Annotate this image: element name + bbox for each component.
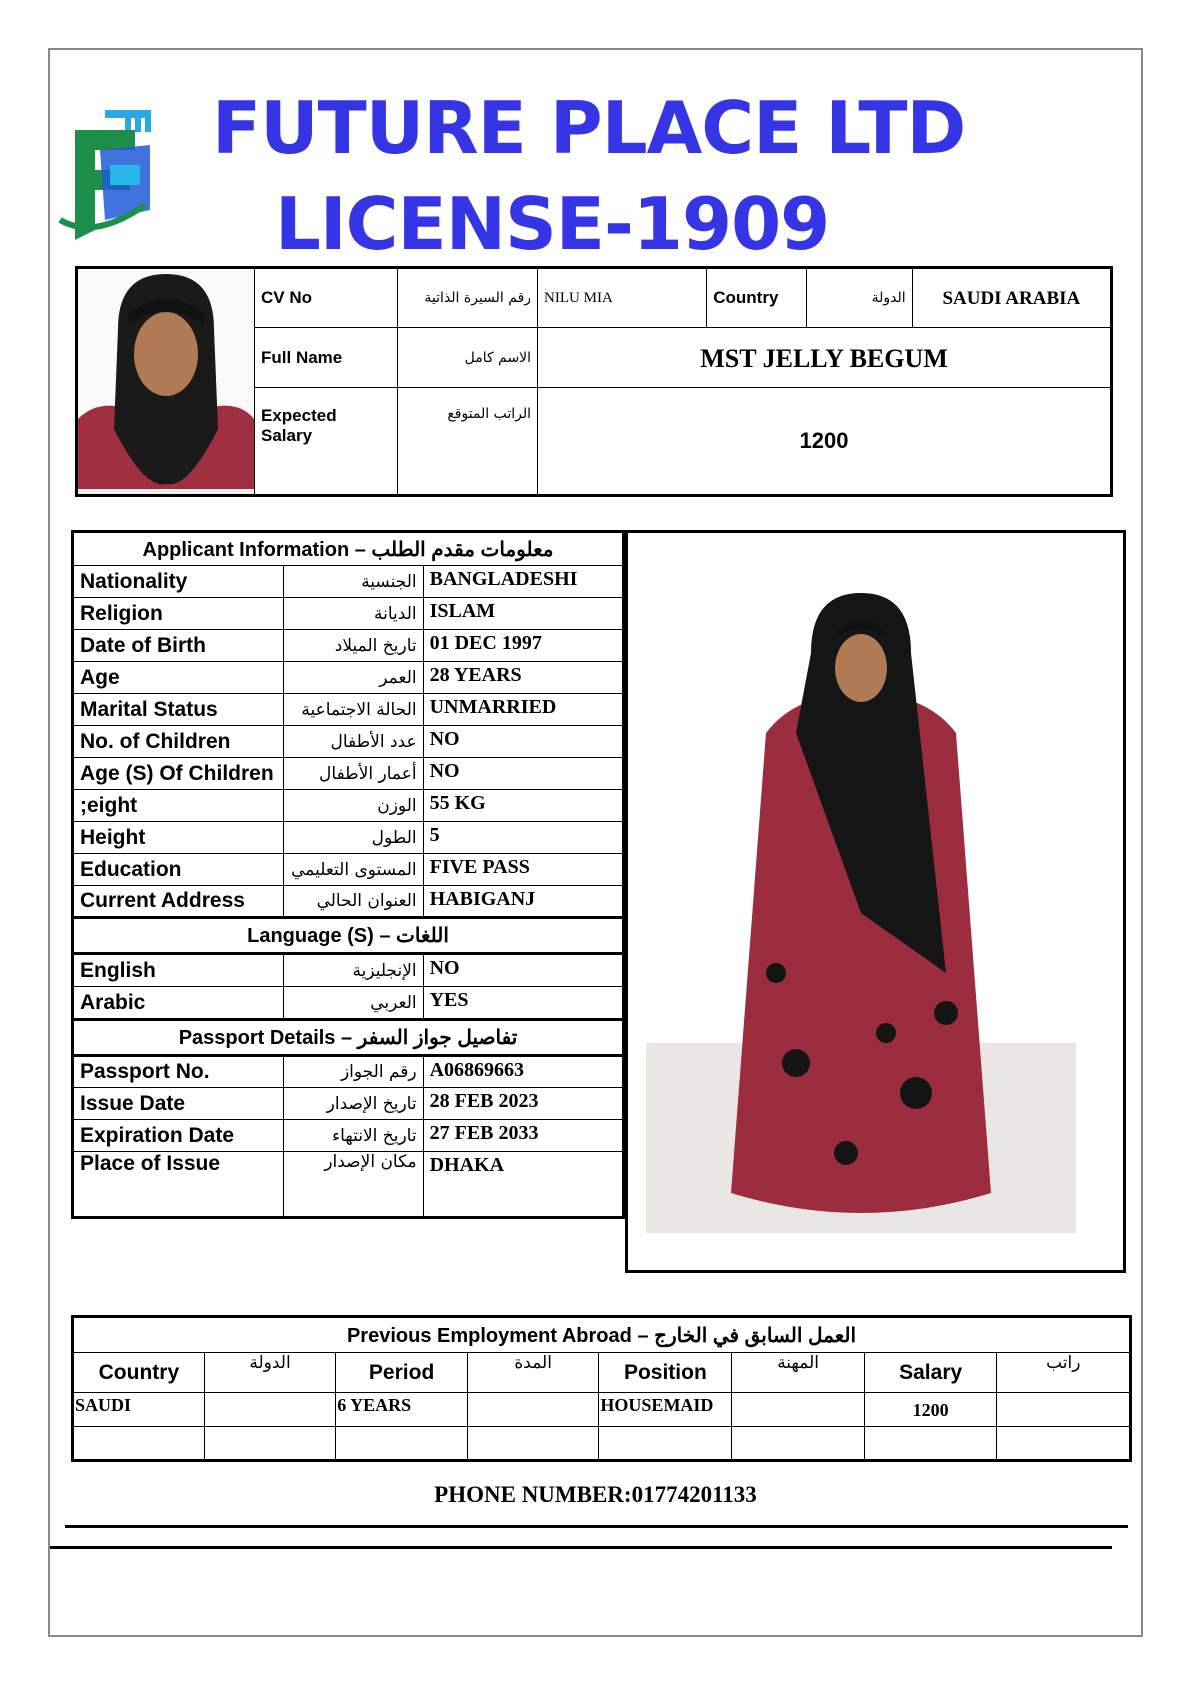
applicant-label-ar: العمر xyxy=(283,662,423,694)
applicant-label-ar: الطول xyxy=(283,822,423,854)
applicant-label-ar: تاريخ الميلاد xyxy=(283,630,423,662)
full-name-label: Full Name xyxy=(255,328,398,388)
table-row xyxy=(73,1152,624,1218)
passport-value: A06869663 xyxy=(423,1056,623,1088)
col-position-ar: المهنة xyxy=(732,1353,865,1393)
table-row xyxy=(73,954,624,987)
col-salary-ar: راتب xyxy=(997,1353,1131,1393)
applicant-value: NO xyxy=(423,726,623,758)
applicant-label: Age xyxy=(73,662,284,694)
applicant-value: 5 xyxy=(423,822,623,854)
table-row xyxy=(73,886,624,918)
applicant-heading: Applicant Information – معلومات مقدم الطلب xyxy=(73,532,624,566)
passport-value: 28 FEB 2023 xyxy=(423,1088,623,1120)
full-name-label-ar: الاسم كامل xyxy=(397,328,537,388)
applicant-label-ar: المستوى التعليمي xyxy=(283,854,423,886)
applicant-value: BANGLADESHI xyxy=(423,566,623,598)
applicant-table xyxy=(71,530,625,1219)
applicant-label-ar: العنوان الحالي xyxy=(283,886,423,918)
full-body-photo xyxy=(646,593,1076,1253)
applicant-value: NO xyxy=(423,758,623,790)
col-period: Period xyxy=(336,1353,468,1393)
language-value: YES xyxy=(423,987,623,1020)
full-body-photo-panel xyxy=(625,530,1126,1273)
applicant-label: Marital Status xyxy=(73,694,284,726)
employment-position: HOUSEMAID xyxy=(599,1393,732,1427)
applicant-value: UNMARRIED xyxy=(423,694,623,726)
applicant-value: 55 KG xyxy=(423,790,623,822)
applicant-label: Date of Birth xyxy=(73,630,284,662)
applicant-label-ar: أعمار الأطفال xyxy=(283,758,423,790)
full-name-value: MST JELLY BEGUM xyxy=(538,328,1112,388)
applicant-label-ar: الوزن xyxy=(283,790,423,822)
language-label: Arabic xyxy=(73,987,284,1020)
language-value: NO xyxy=(423,954,623,987)
language-label-ar: الإنجليزية xyxy=(283,954,423,987)
applicant-value: 28 YEARS xyxy=(423,662,623,694)
company-name: FUTURE PLACE LTD xyxy=(212,86,966,170)
passport-label: Place of Issue xyxy=(73,1152,284,1218)
passport-label-ar: مكان الإصدار xyxy=(283,1152,423,1218)
applicant-label-ar: الجنسية xyxy=(283,566,423,598)
language-label-ar: العربي xyxy=(283,987,423,1020)
applicant-value: ISLAM xyxy=(423,598,623,630)
table-row xyxy=(73,987,624,1020)
table-row xyxy=(73,598,624,630)
passport-label: Issue Date xyxy=(73,1088,284,1120)
divider-1 xyxy=(65,1525,1128,1528)
country-label-ar: الدولة xyxy=(807,268,913,328)
applicant-label: ;eight xyxy=(73,790,284,822)
table-row xyxy=(73,630,624,662)
passport-label-ar: تاريخ الانتهاء xyxy=(283,1120,423,1152)
passport-value: 27 FEB 2033 xyxy=(423,1120,623,1152)
table-row xyxy=(73,1088,624,1120)
employment-salary: 1200 xyxy=(864,1393,997,1427)
applicant-label: No. of Children xyxy=(73,726,284,758)
employment-country: SAUDI xyxy=(73,1393,205,1427)
table-row xyxy=(73,822,624,854)
company-logo xyxy=(55,110,165,250)
applicant-label: Religion xyxy=(73,598,284,630)
phone-number: PHONE NUMBER:01774201133 xyxy=(434,1482,757,1507)
country-value: SAUDI ARABIA xyxy=(912,268,1111,328)
col-position: Position xyxy=(599,1353,732,1393)
language-heading: Language (S) – اللغات xyxy=(73,918,624,954)
portrait-photo-image xyxy=(78,269,254,489)
license-number: LICENSE-1909 xyxy=(275,182,830,266)
passport-label: Passport No. xyxy=(73,1056,284,1088)
table-row xyxy=(73,566,624,598)
applicant-label-ar: الحالة الاجتماعية xyxy=(283,694,423,726)
top-card xyxy=(75,266,1113,497)
applicant-label: Height xyxy=(73,822,284,854)
cv-no-label: CV No xyxy=(255,268,398,328)
salary-label: Expected Salary xyxy=(255,388,398,496)
applicant-value: FIVE PASS xyxy=(423,854,623,886)
applicant-label: Current Address xyxy=(73,886,284,918)
passport-heading: Passport Details – تفاصيل جواز السفر xyxy=(73,1020,624,1056)
table-row xyxy=(73,1120,624,1152)
applicant-label-ar: الديانة xyxy=(283,598,423,630)
table-row xyxy=(73,726,624,758)
col-country: Country xyxy=(73,1353,205,1393)
table-row xyxy=(73,1056,624,1088)
table-row xyxy=(73,854,624,886)
applicant-label-ar: عدد الأطفال xyxy=(283,726,423,758)
passport-label-ar: رقم الجواز xyxy=(283,1056,423,1088)
table-row xyxy=(73,694,624,726)
salary-label-ar: الراتب المتوقع xyxy=(397,388,537,496)
salary-value: 1200 xyxy=(538,388,1112,496)
table-row xyxy=(73,1393,1131,1427)
applicant-label: Education xyxy=(73,854,284,886)
passport-label-ar: تاريخ الإصدار xyxy=(283,1088,423,1120)
portrait-photo xyxy=(77,268,255,496)
applicant-label: Age (S) Of Children xyxy=(73,758,284,790)
col-country-ar: الدولة xyxy=(204,1353,336,1393)
country-label: Country xyxy=(707,268,807,328)
applicant-value: HABIGANJ xyxy=(423,886,623,918)
passport-value: DHAKA xyxy=(423,1152,623,1218)
employment-period: 6 YEARS xyxy=(336,1393,468,1427)
passport-label: Expiration Date xyxy=(73,1120,284,1152)
cv-no-label-ar: رقم السيرة الذاتية xyxy=(397,268,537,328)
table-row xyxy=(73,1427,1131,1461)
employment-table xyxy=(71,1315,1132,1462)
table-row xyxy=(73,790,624,822)
applicant-value: 01 DEC 1997 xyxy=(423,630,623,662)
col-period-ar: المدة xyxy=(467,1353,598,1393)
table-row xyxy=(73,758,624,790)
table-row xyxy=(73,662,624,694)
employment-heading: Previous Employment Abroad – العمل السابق في الخارج xyxy=(73,1317,1131,1353)
divider-2 xyxy=(50,1546,1112,1549)
language-label: English xyxy=(73,954,284,987)
applicant-label: Nationality xyxy=(73,566,284,598)
col-salary: Salary xyxy=(864,1353,997,1393)
cv-no-value: NILU MIA xyxy=(538,268,707,328)
